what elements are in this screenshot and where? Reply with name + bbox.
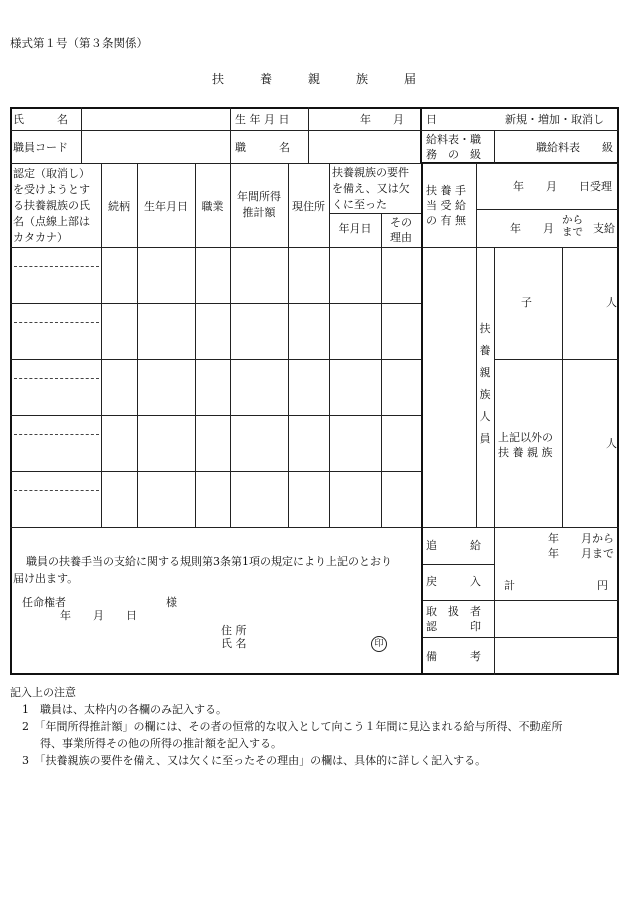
- notes-section: [10, 684, 563, 769]
- remarks-label: 備 考: [426, 650, 481, 663]
- other-dependents-unit: 人: [606, 437, 617, 450]
- declaration-text: 職員の扶養手当の支給に関する規則第3条第1項の規定により上記のとおり 届け出ます。: [13, 555, 392, 585]
- declaration-date: 年 月 日: [60, 609, 137, 622]
- birth-value: 年 月 日: [360, 113, 437, 126]
- other-dependents-label: 上記以外の 扶 養 親 族: [498, 431, 553, 459]
- note-1: 1 職員は、太枠内の各欄のみ記入する。: [22, 703, 227, 717]
- refund-label: 戻 入: [426, 575, 481, 588]
- birthdate-header: 生年月日: [144, 200, 188, 213]
- total-label: 計: [504, 579, 515, 592]
- back-pay-label: 追 給: [426, 539, 481, 552]
- name-label: 氏 名: [13, 113, 68, 126]
- dependent-name-header: 認定（取消し） を受けようとす る扶養親族の氏 名（点線上部は カタカナ）: [13, 167, 90, 244]
- dependents-count-label: 扶 養 親 族 人 員: [479, 322, 491, 445]
- notes-heading: 記入上の注意: [10, 686, 76, 699]
- note-3: 3 「扶養親族の要件を備え、又は欠くに至ったその理由」の欄は、具体的に詳しく記入する。: [22, 754, 487, 768]
- child-unit: 人: [606, 296, 617, 309]
- address-header: 現住所: [292, 200, 325, 213]
- signer-name-label: 氏 名: [221, 637, 247, 650]
- requirement-header: 扶養親族の要件 を備え、又は欠 くに至った: [332, 166, 410, 211]
- relation-header: 続柄: [108, 200, 130, 213]
- requirement-reason-header: その 理由: [390, 216, 412, 244]
- paid-label: 支給: [593, 222, 615, 235]
- requirement-date-header: 年月日: [338, 222, 372, 235]
- salary-grade-label-1: 給料表・職: [426, 133, 481, 146]
- report-type-options: 新規・増加・取消し: [505, 113, 604, 126]
- job-title-label: 職 名: [235, 141, 290, 154]
- salary-grade-label-2: 務 の 級: [426, 148, 481, 161]
- employee-code-label: 職員コード: [13, 141, 68, 154]
- note-2: 2 「年間所得推計額」の欄には、その者の恒常的な収入として向こう１年間に見込まれる給与所得、不動産所: [22, 720, 563, 734]
- birth-label: 生 年 月 日: [235, 113, 290, 126]
- seal-mark: 印: [371, 636, 387, 652]
- handler-stamp-label: 取 扱 者 認 印: [426, 605, 481, 633]
- allowance-header: 扶 養 手 当 受 給 の 有 無: [426, 184, 466, 227]
- received-date: 年 月 日受理: [513, 180, 612, 193]
- note-2-cont: 得、事業所得その他の所得の推計額を記入する。: [40, 737, 282, 751]
- address-label: 住 所: [221, 624, 247, 637]
- paid-from-until: から まで: [562, 214, 583, 238]
- occupation-header: 職業: [201, 200, 224, 213]
- salary-grade-value: 職給料表 級: [536, 141, 613, 154]
- paid-from-date: 年 月: [510, 222, 554, 235]
- income-header: 年間所得 推計額: [237, 190, 281, 219]
- form-title: 扶 養 親 族 届: [212, 72, 417, 86]
- total-unit: 円: [597, 579, 608, 592]
- child-label: 子: [521, 296, 532, 309]
- appointing-authority: 任命権者: [22, 596, 66, 609]
- form-number: 様式第１号（第３条関係）: [10, 36, 148, 50]
- period-from: 年 月から: [548, 532, 614, 545]
- period-until: 年 月まで: [548, 547, 614, 560]
- sama-label: 様: [166, 596, 177, 609]
